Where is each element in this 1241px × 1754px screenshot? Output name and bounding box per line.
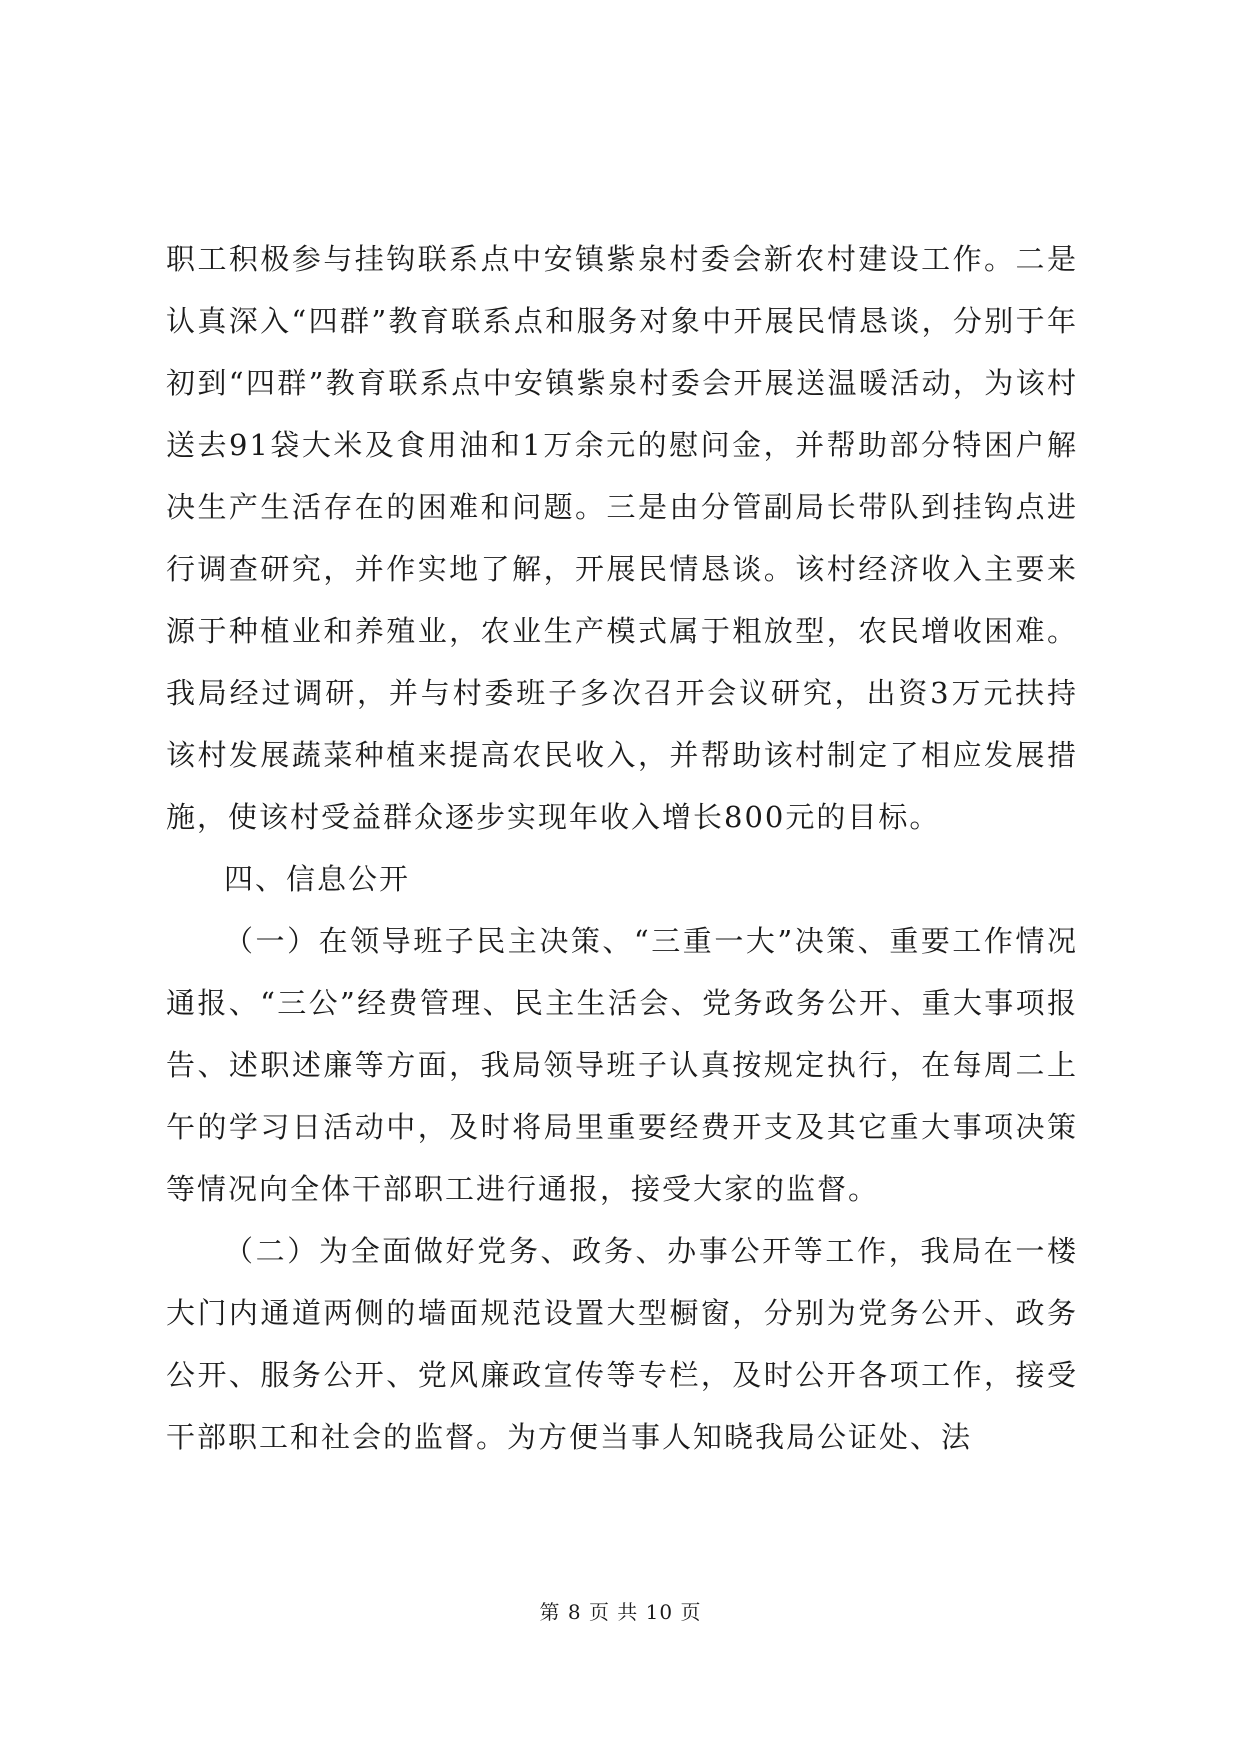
document-body (166, 228, 1078, 1468)
section-heading: 四、信息公开 (224, 862, 411, 896)
paragraph-item-2: （二）为全面做好党务、政务、办事公开等工作，我局在一楼大门内通道两侧的墙面规范设置大型橱窗，分别为党务公开、政务公开、服务公开、党风廉政宣传等专栏，及时公开各项工作，接受干部职工和社会的监督。为方便当事人知晓我局公证处、法 (166, 1234, 1078, 1454)
page-footer: 第 8 页 共 10 页 (539, 1600, 702, 1624)
paragraph-item-1: （一）在领导班子民主决策、“三重一大”决策、重要工作情况通报、“三公”经费管理、民主生活会、党务政务公开、重大事项报告、述职述廉等方面，我局领导班子认真按规定执行，在每周二上午的学习日活动中，及时将局里重要经费开支及其它重大事项决策等情况向全体干部职工进行通报，接受大家的监督。 (166, 924, 1078, 1206)
paragraph-continuation: 职工积极参与挂钩联系点中安镇紫泉村委会新农村建设工作。二是认真深入“四群”教育联系点和服务对象中开展民情恳谈，分别于年初到“四群”教育联系点中安镇紫泉村委会开展送温暖活动，为该村送去91袋大米及食用油和1万余元的慰问金，并帮助部分特困户解决生产生活存在的困难和问题。三是由分管副局长带队到挂钩点进行调查研究，并作实地了解，开展民情恳谈。该村经济收入主要来源于种植业和养殖业，农业生产模式属于粗放型，农民增收困难。我局经过调研，并与村委班子多次召开会议研究，出资3万元扶持该村发展蔬菜种植来提高农民收入，并帮助该村制定了相应发展措施，使该村受益群众逐步实现年收入增长800元的目标。 (166, 242, 1078, 834)
